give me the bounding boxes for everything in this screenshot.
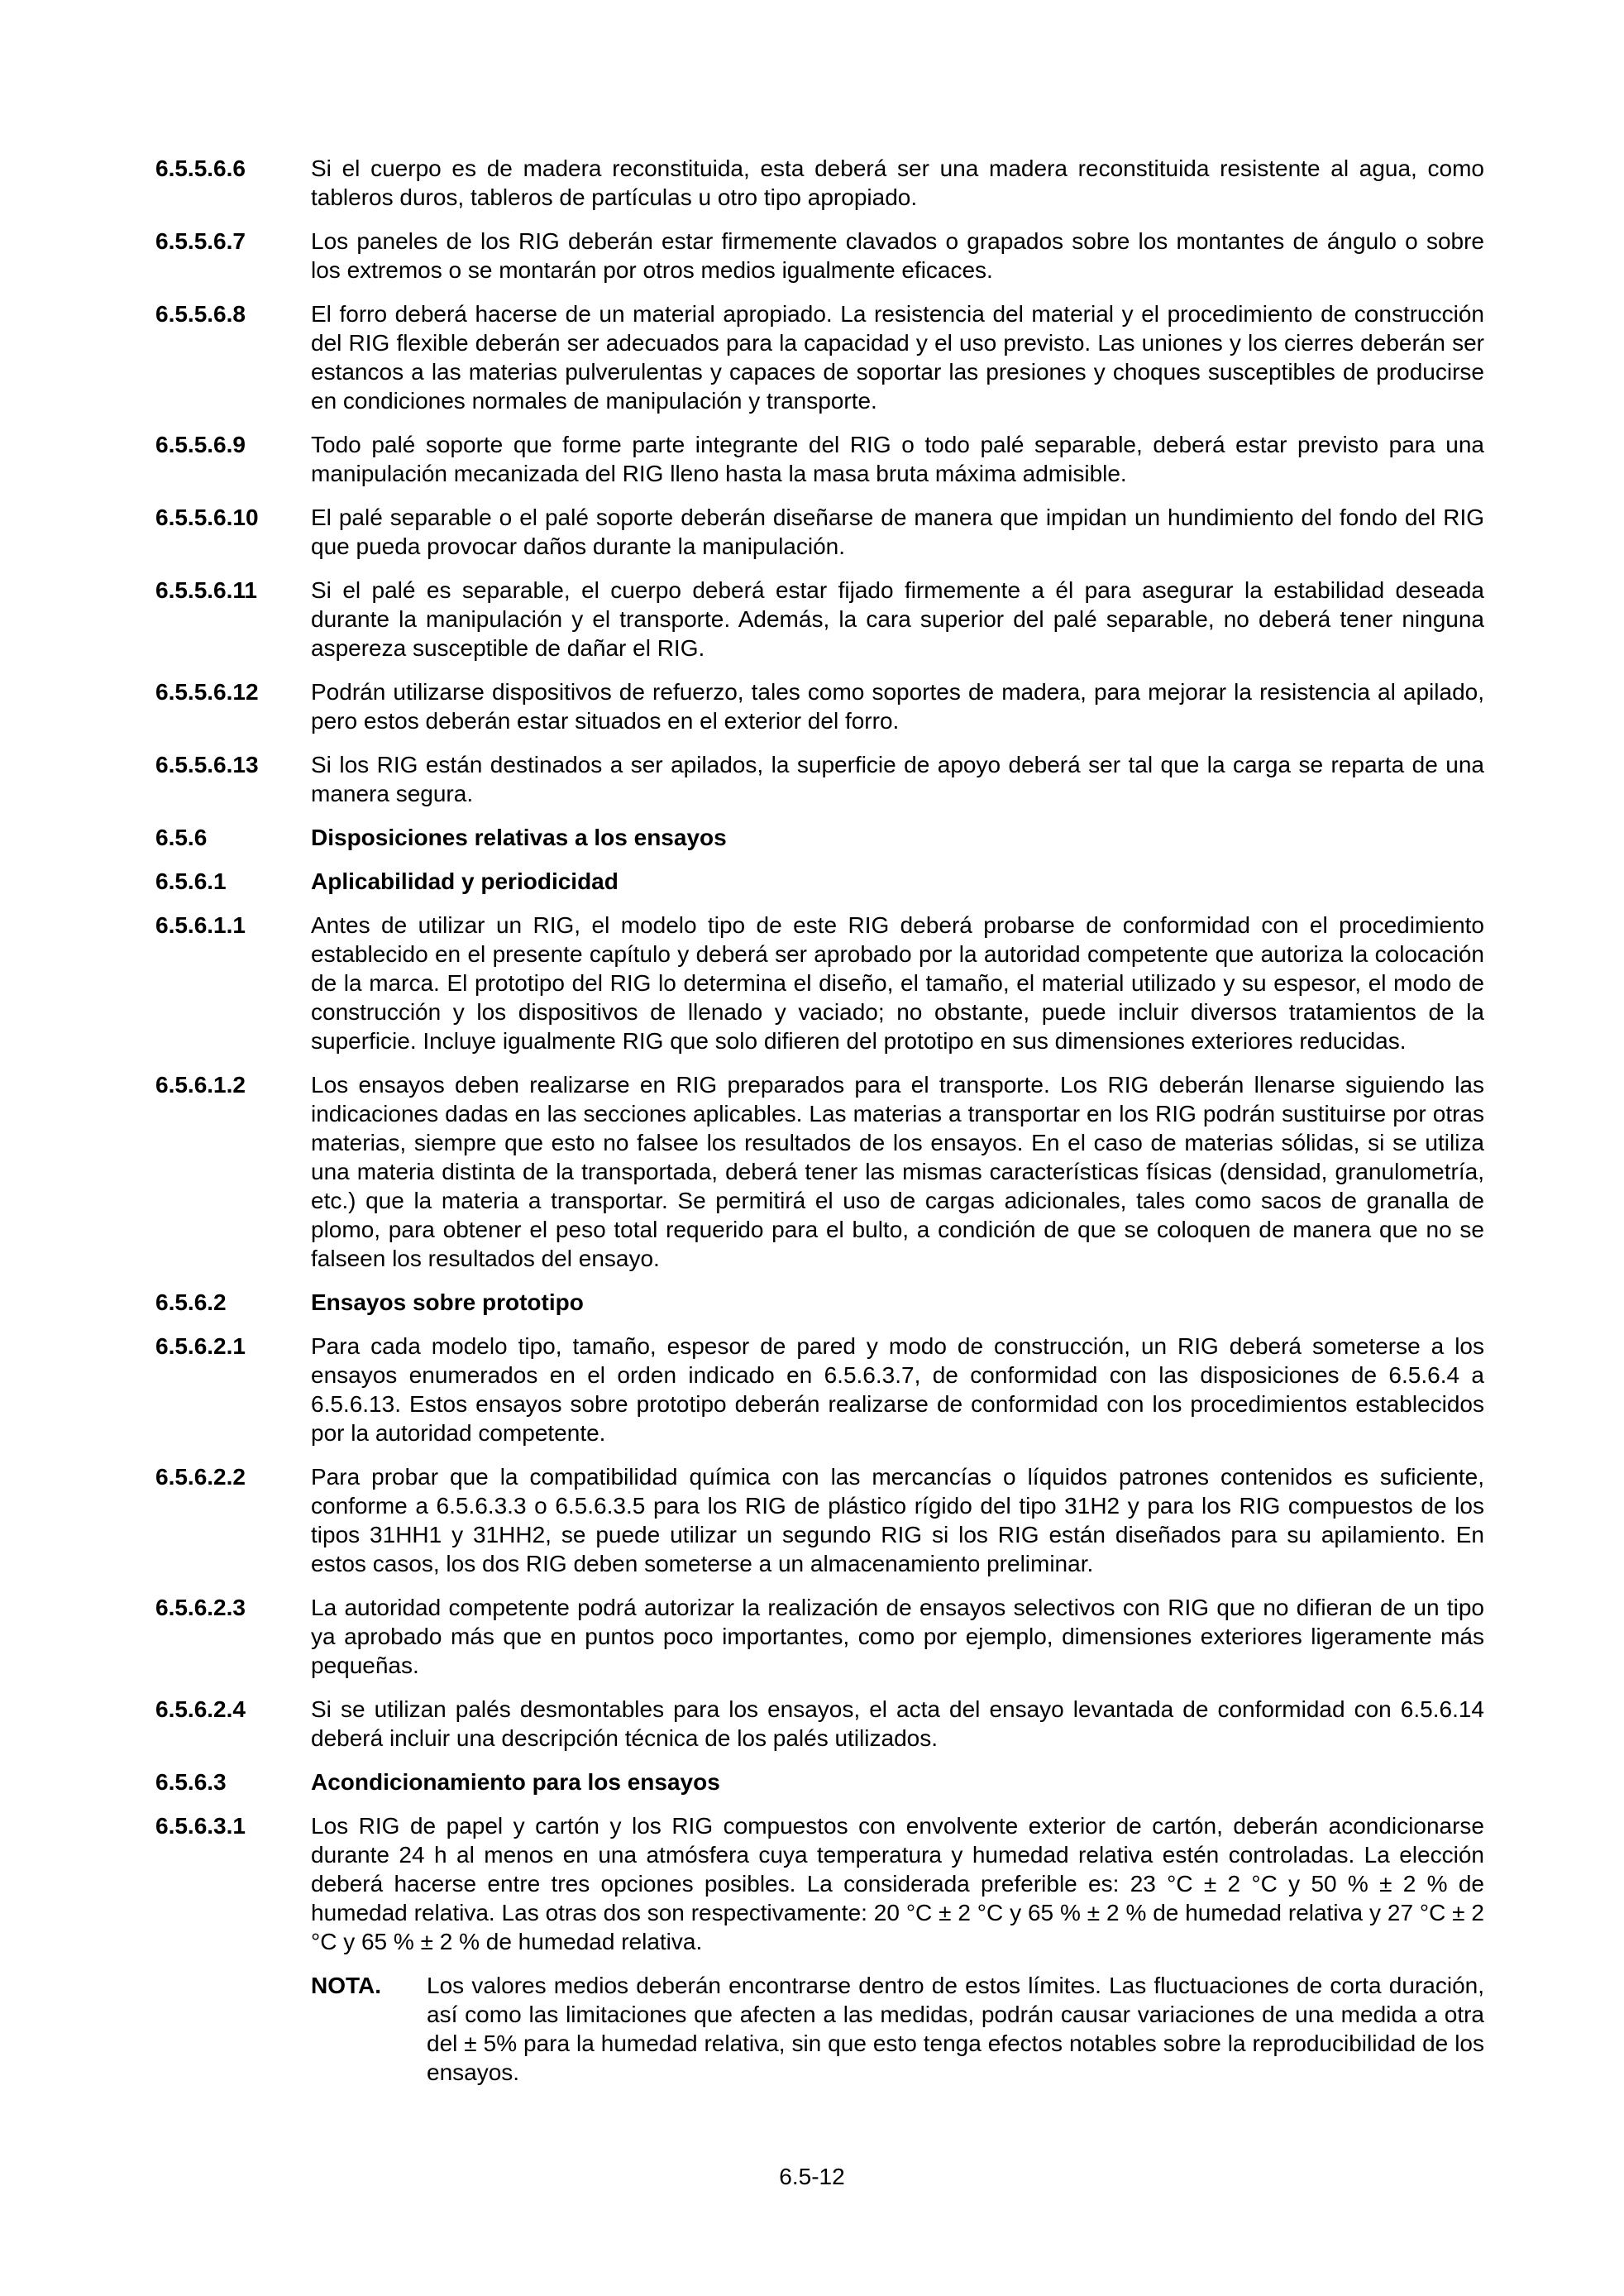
heading-6-5-6-3 (155, 1767, 1484, 1796)
paragraph-6-5-6-1-1 (155, 911, 1484, 1055)
section-heading: Ensayos sobre prototipo (311, 1289, 584, 1315)
heading-6-5-6-1 (155, 867, 1484, 896)
paragraph-text: Los RIG de papel y cartón y los RIG compuestos con envolvente exterior de cartón, deberán acondicionarse durante 24 h al menos en una atmósfera cuya temperatura y humedad relativa estén controladas. La elección deberá hacerse entre tres opciones posibles. La considerada preferible es: 23 °C ± 2 °C y 50 % ± 2 % de humedad relativa. Las otras dos son respectivamente: 20 °C ± 2 °C y 65 % ± 2 % de humedad relativa y 27 °C ± 2 °C y 65 % ± 2 % de humedad relativa. (311, 1813, 1484, 1954)
section-number: 6.5.6.3.1 (155, 1813, 246, 1839)
paragraph-6-5-5-6-9 (155, 430, 1484, 488)
paragraph-text: Todo palé soporte que forme parte integrante del RIG o todo palé separable, deberá estar previsto para una manipulación mecanizada del RIG lleno hasta la masa bruta máxima admisible. (311, 432, 1484, 486)
paragraph-text: Podrán utilizarse dispositivos de refuerzo, tales como soportes de madera, para mejorar la resistencia al apilado, pero estos deberán estar situados en el exterior del forro. (311, 679, 1484, 734)
paragraph-6-5-6-2-3 (155, 1593, 1484, 1680)
page-number: 6.5-12 (779, 2164, 845, 2189)
note-block (311, 1971, 1484, 2087)
paragraph-6-5-5-6-7 (155, 227, 1484, 285)
section-number: 6.5.5.6.12 (155, 679, 259, 705)
paragraph-6-5-5-6-8 (155, 299, 1484, 415)
paragraph-6-5-6-1-2 (155, 1070, 1484, 1273)
paragraph-text: El palé separable o el palé soporte deberán diseñarse de manera que impidan un hundimiento del fondo del RIG que pueda provocar daños durante la manipulación. (311, 505, 1484, 559)
document-body (155, 154, 1484, 2087)
paragraph-text: Si los RIG están destinados a ser apilados, la superficie de apoyo deberá ser tal que la carga se reparta de una manera segura. (311, 752, 1484, 806)
paragraph-6-5-5-6-12 (155, 677, 1484, 735)
paragraph-6-5-6-2-2 (155, 1462, 1484, 1578)
section-number: 6.5.5.6.8 (155, 301, 246, 327)
paragraph-6-5-6-3-1 (155, 1811, 1484, 1956)
paragraph-text: Si el cuerpo es de madera reconstituida, esta deberá ser una madera reconstituida resistente al agua, como tableros duros, tableros de partículas u otro tipo apropiado. (311, 155, 1484, 210)
heading-6-5-6 (155, 823, 1484, 852)
section-number: 6.5.6.2 (155, 1289, 227, 1315)
paragraph-text: La autoridad competente podrá autorizar la realización de ensayos selectivos con RIG que no difieran de un tipo ya aprobado más que en puntos poco importantes, como por ejemplo, dimensiones exteriores ligeramente más pequeñas. (311, 1595, 1484, 1678)
section-number: 6.5.6.1.1 (155, 912, 246, 938)
paragraph-text: Si se utilizan palés desmontables para los ensayos, el acta del ensayo levantada de conformidad con 6.5.6.14 deberá incluir una descripción técnica de los palés utilizados. (311, 1696, 1484, 1751)
section-number: 6.5.5.6.9 (155, 432, 246, 457)
section-number: 6.5.6 (155, 825, 208, 850)
paragraph-6-5-6-2-4 (155, 1695, 1484, 1753)
section-number: 6.5.5.6.10 (155, 505, 259, 530)
heading-6-5-6-2 (155, 1288, 1484, 1317)
section-heading: Aplicabilidad y periodicidad (311, 868, 619, 894)
section-number: 6.5.5.6.7 (155, 228, 246, 254)
section-number: 6.5.5.6.6 (155, 155, 246, 181)
paragraph-text: Para probar que la compatibilidad química con las mercancías o líquidos patrones contenidos es suficiente, conforme a 6.5.6.3.3 o 6.5.6.3.5 para los RIG de plástico rígido del tipo 31H2 y para los RIG compuestos de los tipos 31HH1 y 31HH2, se puede utilizar un segundo RIG si los RIG están diseñados para su apilamiento. En estos casos, los dos RIG deben someterse a un almacenamiento preliminar. (311, 1464, 1484, 1576)
section-number: 6.5.6.2.4 (155, 1696, 246, 1722)
section-number: 6.5.6.1.2 (155, 1072, 246, 1098)
paragraph-6-5-5-6-6 (155, 154, 1484, 212)
section-number: 6.5.6.3 (155, 1769, 227, 1795)
paragraph-text: El forro deberá hacerse de un material apropiado. La resistencia del material y el procedimiento de construcción del RIG flexible deberán ser adecuados para la capacidad y el uso previsto. Las uniones y los cierres deberán ser estancos a las materias pulverulentas y capaces de soportar las presiones y choques susceptibles de producirse en condiciones normales de manipulación y transporte. (311, 301, 1484, 414)
paragraph-text: Los paneles de los RIG deberán estar firmemente clavados o grapados sobre los montantes de ángulo o sobre los extremos o se montarán por otros medios igualmente eficaces. (311, 228, 1484, 283)
paragraph-text: Para cada modelo tipo, tamaño, espesor de pared y modo de construcción, un RIG deberá someterse a los ensayos enumerados en el orden indicado en 6.5.6.3.7, de conformidad con las disposiciones de 6.5.6.4 a 6.5.6.13. Estos ensayos sobre prototipo deberán realizarse de conformidad con los procedimientos establecidos por la autoridad competente. (311, 1333, 1484, 1446)
paragraph-text: Si el palé es separable, el cuerpo deberá estar fijado firmemente a él para asegurar la estabilidad deseada durante la manipulación y el transporte. Además, la cara superior del palé separable, no deberá tener ninguna aspereza susceptible de dañar el RIG. (311, 577, 1484, 661)
section-number: 6.5.6.2.2 (155, 1464, 246, 1490)
note-text: Los valores medios deberán encontrarse dentro de estos límites. Las fluctuaciones de corta duración, así como las limitaciones que afecten a las medidas, podrán causar variaciones de una medida a otra del ± 5% para la humedad relativa, sin que esto tenga efectos notables sobre la reproducibilidad de los ensayos. (427, 1973, 1484, 2085)
paragraph-6-5-5-6-13 (155, 750, 1484, 808)
paragraph-6-5-6-2-1 (155, 1332, 1484, 1447)
paragraph-text: Antes de utilizar un RIG, el modelo tipo de este RIG deberá probarse de conformidad con el procedimiento establecido en el presente capítulo y deberá ser aprobado por la autoridad competente que autoriza la colocación de la marca. El prototipo del RIG lo determina el diseño, el tamaño, el material utilizado y su espesor, el modo de construcción y los dispositivos de llenado y vaciado; no obstante, puede incluir diversos tratamientos de la superficie. Incluye igualmente RIG que solo difieren del prototipo en sus dimensiones exteriores reducidas. (311, 912, 1484, 1054)
section-heading: Disposiciones relativas a los ensayos (311, 825, 727, 850)
paragraph-text: Los ensayos deben realizarse en RIG preparados para el transporte. Los RIG deberán llenarse siguiendo las indicaciones dadas en las secciones aplicables. Las materias a transportar en los RIG podrán sustituirse por otras materias, siempre que esto no falsee los resultados de los ensayos. En el caso de materias sólidas, si se utiliza una materia distinta de la transportada, deberá tener las mismas características físicas (densidad, granulometría, etc.) que la materia a transportar. Se permitirá el uso de cargas adicionales, tales como sacos de granalla de plomo, para obtener el peso total requerido para el bulto, a condición de que se coloquen de manera que no se falseen los resultados del ensayo. (311, 1072, 1484, 1271)
section-number: 6.5.6.1 (155, 868, 227, 894)
note-label: NOTA. (311, 1973, 382, 1998)
section-number: 6.5.5.6.13 (155, 752, 259, 777)
section-heading: Acondicionamiento para los ensayos (311, 1769, 720, 1795)
paragraph-6-5-5-6-10 (155, 503, 1484, 561)
section-number: 6.5.5.6.11 (155, 577, 258, 603)
paragraph-6-5-5-6-11 (155, 576, 1484, 662)
section-number: 6.5.6.2.1 (155, 1333, 246, 1359)
section-number: 6.5.6.2.3 (155, 1595, 246, 1620)
